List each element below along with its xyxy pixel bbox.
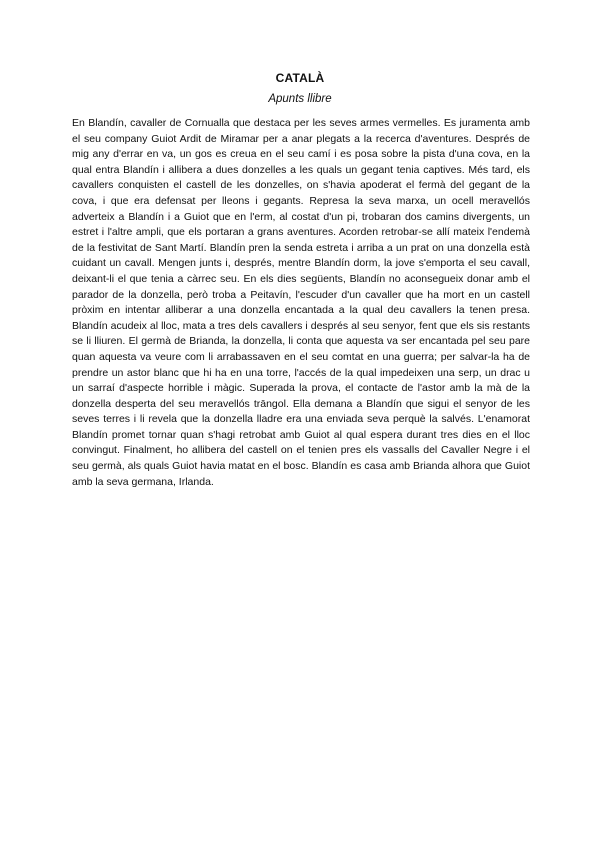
page-title: CATALÀ bbox=[275, 71, 325, 85]
page-subtitle: Apunts llibre bbox=[268, 93, 332, 105]
body-paragraph: En Blandín, cavaller de Cornualla que destaca per les seves armes vermelles. Es juramenta amb el seu company Guiot Ardit de Miramar per a anar plegats a la recerca d'aventures. Després de mig any d'errar en va, un gos es creua en el seu camí i es posa sobre la pista d'una cova, en la qual entra Blandín i allibera a dues donzelles a les quals un gegant tenia captives. Més tard, els cavallers conquisten el castell de les donzelles, on s'havia apoderat el fermà del gegant de la cova, i que era defensat per lleons i gegants. Represa la seva marxa, un ocell meravellós adverteix a Blandín i a Guiot que en l'erm, al costat d'un pi, trobaran dos camins divergents, un estret i l'altre ampli, que els portaran a grans aventures. Acorden retrobar-se allí mateix l'endemà de la festivitat de Sant Martí. Blandín pren la senda estreta i arriba a un prat on una donzella està cuidant un cavall. Mengen junts i, després, mentre Blandín dorm, la jove s'emporta el seu cavall, deixant-li el que tenia a càrrec seu. En els dies següents, Blandín no aconsegueix donar amb el parador de la donzella, però troba a Peitavín, l'escuder d'un cavaller que ha mort en un castell pròxim en intentar alliberar a una donzella encantada a la qual deu cavallers la tenen presa. Blandín acudeix al lloc, mata a tres dels cavallers i després al seu senyor, fent que els sis restants se li lliuren. El germà de Brianda, la donzella, li conta que aquesta va ser encantada pel seu pare quan aquesta va veure com li arrabassaven en el seu comtat en una guerra; per salvar-la ha de prendre un astor blanc que hi ha en una torre, l'accés de la qual impedeixen una serp, un drac u un sarraí d'aspecte horrible i màgic. Superada la prova, el contacte de l'astor amb la mà de la donzella desperta del seu meravellós trāngol. Ella demana a Blandín que sigui el senyor de les seves terres i li revela que la donzella lladre era una enviada seva perquè la salvés. L'enamorat Blandín promet tornar quan s'hagi retrobat amb Guiot al qual espera durant tres dies en el lloc convingut. Finalment, ho allibera del castell on el tenien pres els vassalls del Cavaller Negre i el seu germà, als quals Guiot havia matat en el bosc. Blandín es casa amb Brianda alhora que Guiot amb la seva germana, Irlanda. bbox=[72, 117, 530, 488]
